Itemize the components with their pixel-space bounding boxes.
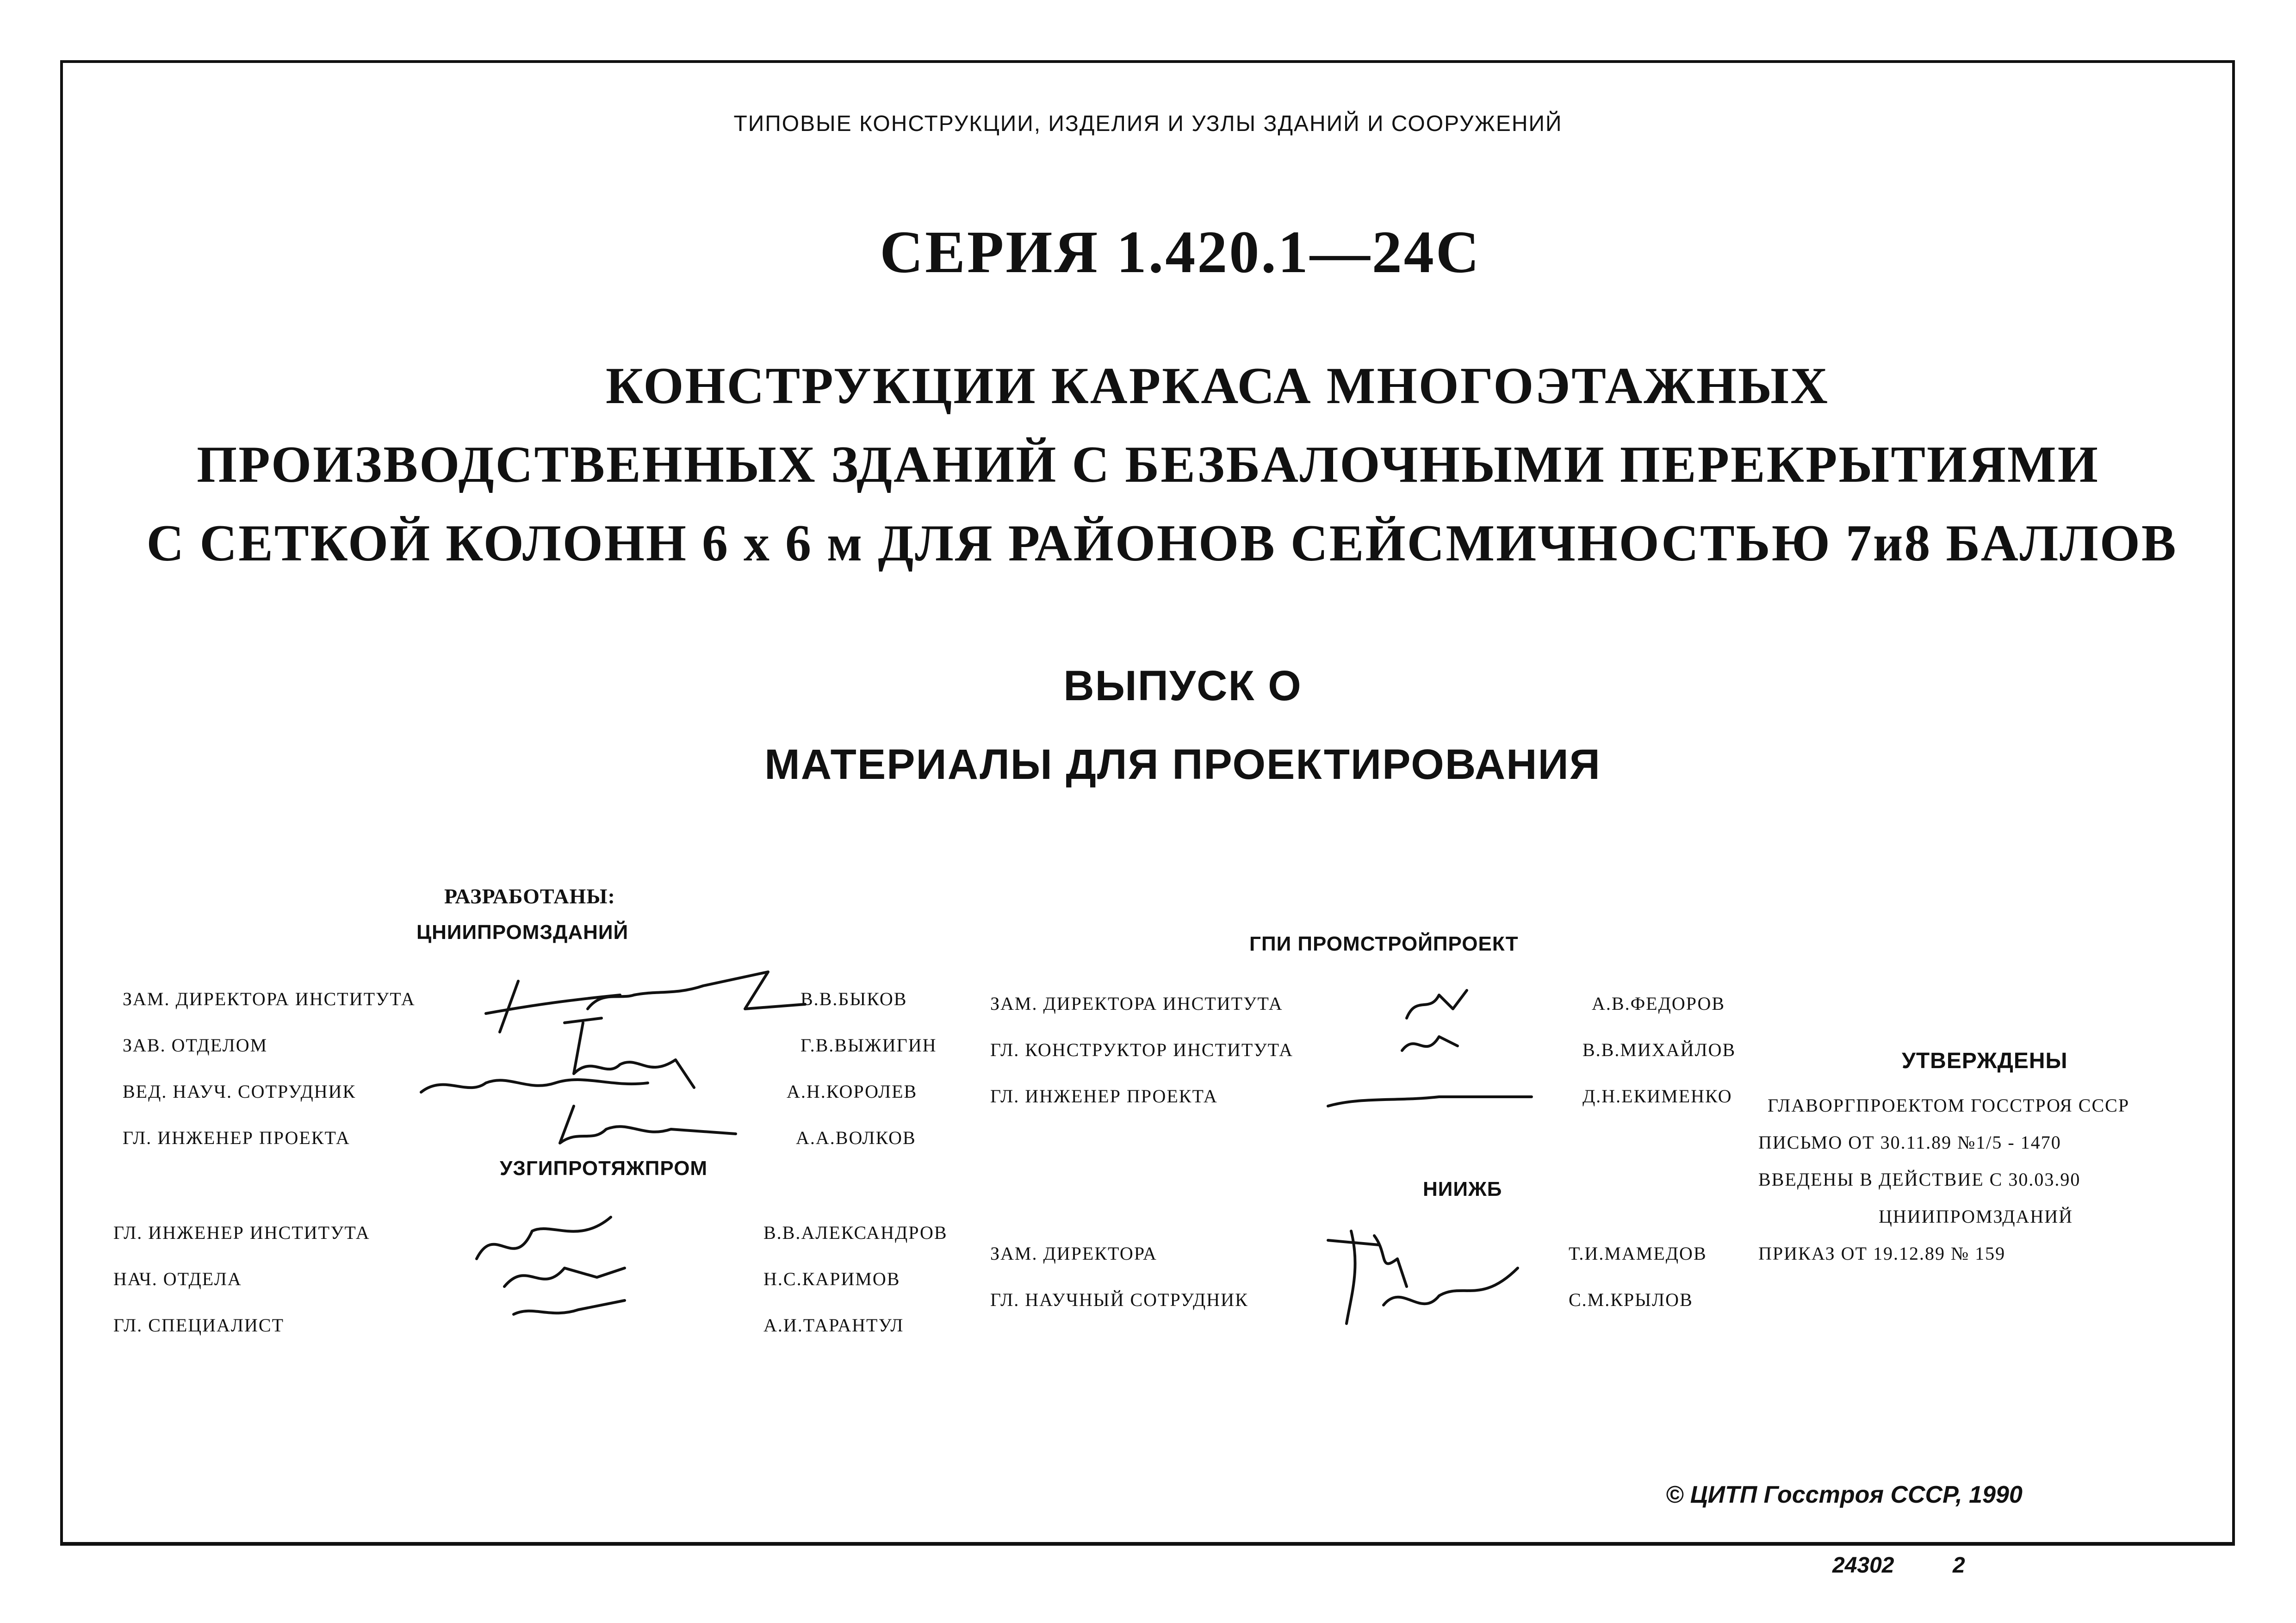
signature-icon (458, 1203, 680, 1324)
person-name: В.В.АЛЕКСАНДРОВ (763, 1222, 948, 1243)
person-name: А.И.ТАРАНТУЛ (763, 1315, 904, 1336)
approved-line: ЦНИИПРОМЗДАНИЙ (1879, 1206, 2073, 1227)
org-gpi-promstroyproekt: ГПИ ПРОМСТРОЙПРОЕКТ (1249, 933, 1519, 955)
person-name: Д.Н.ЕКИМЕНКО (1582, 1086, 1732, 1107)
position-label: ЗАМ. ДИРЕКТОРА ИНСТИТУТА (123, 989, 416, 1009)
issue-number: ВЫПУСК О (1063, 662, 1302, 709)
position-label: ГЛ. ИНЖЕНЕР ИНСТИТУТА (113, 1222, 370, 1243)
person-name: В.В.БЫКОВ (800, 989, 907, 1009)
signature-icon (1323, 981, 1545, 1120)
org-niizhb: НИИЖБ (1423, 1178, 1502, 1200)
copyright: © ЦИТП Госстроя СССР, 1990 (1666, 1481, 2023, 1508)
approved-line: ПИСЬМО ОТ 30.11.89 №1/5 - 1470 (1758, 1132, 2061, 1153)
developed-label: РАЗРАБОТАНЫ: (444, 884, 615, 908)
person-name: А.В.ФЕДОРОВ (1592, 993, 1725, 1014)
series-title: СЕРИЯ 1.420.1—24С (880, 219, 1481, 286)
position-label: ГЛ. ИНЖЕНЕР ПРОЕКТА (123, 1127, 350, 1148)
approved-line: ПРИКАЗ ОТ 19.12.89 № 159 (1758, 1243, 2006, 1264)
signature-icon (416, 1064, 676, 1106)
position-label: ВЕД. НАУЧ. СОТРУДНИК (123, 1081, 356, 1102)
position-label: ЗАМ. ДИРЕКТОРА ИНСТИТУТА (990, 993, 1283, 1014)
person-name: Т.И.МАМЕДОВ (1569, 1243, 1707, 1264)
position-label: ГЛ. КОНСТРУКТОР ИНСТИТУТА (990, 1039, 1293, 1060)
position-label: ЗАМ. ДИРЕКТОРА (990, 1243, 1157, 1264)
header-text: ТИПОВЫЕ КОНСТРУКЦИИ, ИЗДЕЛИЯ И УЗЛЫ ЗДАНИЙ И СООРУЖЕНИЙ (733, 112, 1563, 136)
person-name: Н.С.КАРИМОВ (763, 1269, 900, 1289)
title-line-3: С СЕТКОЙ КОЛОНН 6 х 6 м ДЛЯ РАЙОНОВ СЕЙСМИЧНОСТЬЮ 7и8 БАЛЛОВ (146, 515, 2178, 572)
approved-line: ВВЕДЕНЫ В ДЕЙСТВИЕ С 30.03.90 (1758, 1169, 2081, 1190)
footer-page: 2 (1953, 1553, 1965, 1578)
person-name: А.А.ВОЛКОВ (796, 1127, 916, 1148)
approved-line: ГЛАВОРГПРОЕКТОМ ГОССТРОЯ СССР (1768, 1095, 2130, 1116)
position-label: ГЛ. НАУЧНЫЙ СОТРУДНИК (990, 1289, 1248, 1310)
position-label: ГЛ. СПЕЦИАЛИСТ (113, 1315, 285, 1336)
signature-icon (551, 1101, 745, 1152)
position-label: ЗАВ. ОТДЕЛОМ (123, 1035, 268, 1056)
title-line-1: КОНСТРУКЦИИ КАРКАСА МНОГОЭТАЖНЫХ (605, 357, 1830, 415)
person-name: А.Н.КОРОЛЕВ (787, 1081, 918, 1102)
approved-label: УТВЕРЖДЕНЫ (1902, 1049, 2068, 1073)
person-name: Г.В.ВЫЖИГИН (800, 1035, 937, 1056)
org-uzgiprotyazhprom: УЗГИПРОТЯЖПРОМ (500, 1157, 708, 1180)
person-name: В.В.МИХАЙЛОВ (1582, 1039, 1736, 1060)
person-name: С.М.КРЫЛОВ (1569, 1289, 1693, 1310)
position-label: ГЛ. ИНЖЕНЕР ПРОЕКТА (990, 1086, 1218, 1107)
position-label: НАЧ. ОТДЕЛА (113, 1269, 242, 1289)
org-tsniipromzdaniy: ЦНИИПРОМЗДАНИЙ (416, 921, 629, 944)
signature-icon (1323, 1213, 1536, 1333)
issue-title: МАТЕРИАЛЫ ДЛЯ ПРОЕКТИРОВАНИЯ (764, 741, 1601, 788)
footer-number: 24302 (1832, 1553, 1894, 1578)
title-line-2: ПРОИЗВОДСТВЕННЫХ ЗДАНИЙ С БЕЗБАЛОЧНЫМИ ПЕРЕКРЫТИЯМИ (197, 436, 2099, 493)
